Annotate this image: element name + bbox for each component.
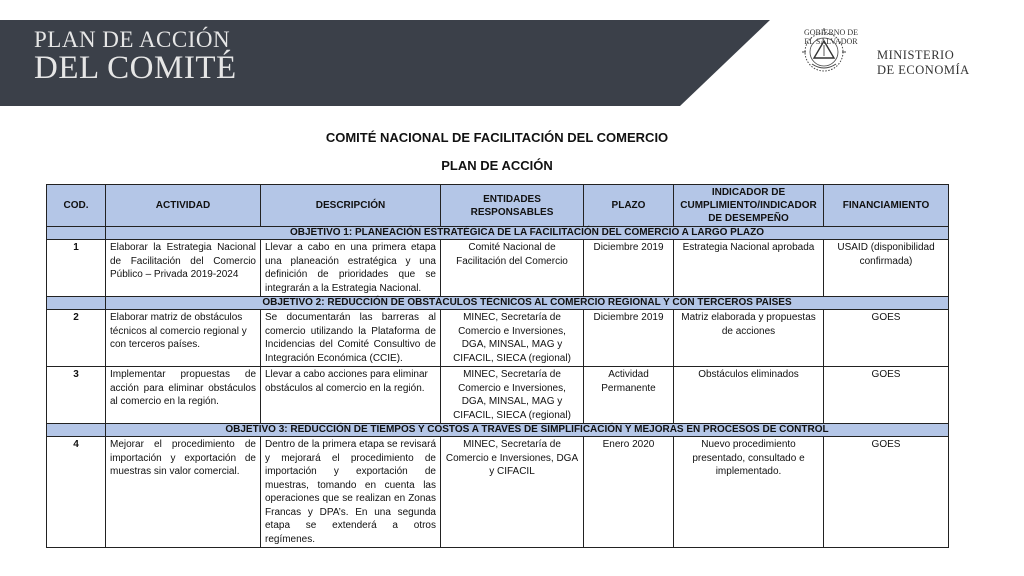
cell-deadline: Diciembre 2019 bbox=[584, 240, 674, 297]
cell-description: Llevar a cabo en una primera etapa una planeación estratégica y una definición de prioridades que se integrarán a la Estrategia Nacional. bbox=[261, 240, 441, 297]
cell-code: 3 bbox=[47, 367, 106, 424]
cell-entities: MINEC, Secretaría de Comercio e Inversiones, DGA, MINSAL, MAG y CIFACIL, SIECA (regional) bbox=[441, 367, 584, 424]
cell-indicator: Obstáculos eliminados bbox=[674, 367, 824, 424]
banner-title bbox=[34, 28, 237, 85]
cell-description: Llevar a cabo acciones para eliminar obstáculos al comercio en la región. bbox=[261, 367, 441, 424]
cell-funding: GOES bbox=[824, 310, 949, 367]
cell-funding: USAID (disponibilidad confirmada) bbox=[824, 240, 949, 297]
cell-code: 1 bbox=[47, 240, 106, 297]
ministry-name bbox=[877, 48, 970, 78]
document-title: COMITÉ NACIONAL DE FACILITACIÓN DEL COMERCIO bbox=[325, 130, 669, 145]
cell-deadline: Actividad Permanente bbox=[584, 367, 674, 424]
cell-funding: GOES bbox=[824, 437, 949, 548]
objective-2-label: OBJETIVO 2: REDUCCIÓN DE OBSTÁCULOS TÉCNICOS AL COMERCIO REGIONAL Y CON TERCEROS PAÍSES bbox=[106, 297, 949, 310]
cell-deadline: Enero 2020 bbox=[584, 437, 674, 548]
objective-row bbox=[47, 297, 949, 310]
cell-indicator: Matriz elaborada y propuestas de acciones bbox=[674, 310, 824, 367]
table-row bbox=[47, 367, 949, 424]
table-row bbox=[47, 240, 949, 297]
cell-activity: Elaborar la Estrategia Nacional de Facilitación del Comercio Público – Privada 2019-2024 bbox=[106, 240, 261, 297]
ministry-line2: DE ECONOMÍA bbox=[877, 63, 970, 77]
cell-code: 4 bbox=[47, 437, 106, 548]
government-logo bbox=[800, 28, 862, 46]
cell-indicator: Estrategia Nacional aprobada bbox=[674, 240, 824, 297]
table-header-row bbox=[47, 185, 949, 227]
cell-activity: Elaborar matriz de obstáculos técnicos al comercio regional y con terceros países. bbox=[106, 310, 261, 367]
cell-description: Se documentarán las barreras al comercio utilizando la Plataforma de Incidencias del Comité Consultivo de Integración Económica (CCIE). bbox=[261, 310, 441, 367]
banner-title-line2: DEL COMITÉ bbox=[34, 50, 237, 86]
column-header-description: DESCRIPCIÓN bbox=[261, 185, 441, 227]
objective-row bbox=[47, 424, 949, 437]
cell-activity: Implementar propuestas de acción para eliminar obstáculos al comercio en la región. bbox=[106, 367, 261, 424]
column-header-deadline: PLAZO bbox=[584, 185, 674, 227]
cell-deadline: Diciembre 2019 bbox=[584, 310, 674, 367]
objective-row bbox=[47, 227, 949, 240]
cell-description: Dentro de la primera etapa se revisará y mejorará el procedimiento de importación y exportación de muestras, tomando en cuenta las operaciones que se realizan en Zonas Francas y DPA’s. En una segunda etapa se extenderá a otros regímenes. bbox=[261, 437, 441, 548]
table-row bbox=[47, 437, 949, 548]
objective-1-label: OBJETIVO 1: PLANEACIÓN ESTRATÉGICA DE LA FACILITACIÓN DEL COMERCIO A LARGO PLAZO bbox=[106, 227, 949, 240]
document-subtitle: PLAN DE ACCIÓN bbox=[441, 158, 553, 173]
cell-entities: MINEC, Secretaría de Comercio e Inversiones, DGA, MINSAL, MAG y CIFACIL, SIECA (regional) bbox=[441, 310, 584, 367]
action-plan-table bbox=[46, 184, 949, 548]
logo-caption-line1: GOBIERNO DE bbox=[804, 28, 858, 37]
column-header-entities: ENTIDADES RESPONSABLES bbox=[441, 185, 584, 227]
header-banner bbox=[0, 20, 1024, 106]
objective-3-label: OBJETIVO 3: REDUCCIÓN DE TIEMPOS Y COSTOS A TRAVÉS DE SIMPLIFICACIÓN Y MEJORAS EN PROCESOS DE CONTROL bbox=[106, 424, 949, 437]
cell-activity: Mejorar el procedimiento de importación y exportación de muestras sin valor comercial. bbox=[106, 437, 261, 548]
cell-entities: MINEC, Secretaría de Comercio e Inversiones, DGA y CIFACIL bbox=[441, 437, 584, 548]
cell-funding: GOES bbox=[824, 367, 949, 424]
ministry-line1: MINISTERIO bbox=[877, 48, 955, 62]
column-header-funding: FINANCIAMIENTO bbox=[824, 185, 949, 227]
logo-caption-line2: EL SALVADOR bbox=[804, 37, 858, 46]
column-header-indicator: INDICADOR DE CUMPLIMIENTO/INDICADOR DE DESEMPEÑO bbox=[674, 185, 824, 227]
cell-code: 2 bbox=[47, 310, 106, 367]
cell-entities: Comité Nacional de Facilitación del Comercio bbox=[441, 240, 584, 297]
table-row bbox=[47, 310, 949, 367]
column-header-activity: ACTIVIDAD bbox=[106, 185, 261, 227]
banner-title-line1: PLAN DE ACCIÓN bbox=[34, 27, 231, 52]
coat-of-arms-icon bbox=[800, 28, 848, 80]
cell-indicator: Nuevo procedimiento presentado, consultado e implementado. bbox=[674, 437, 824, 548]
column-header-code: COD. bbox=[47, 185, 106, 227]
